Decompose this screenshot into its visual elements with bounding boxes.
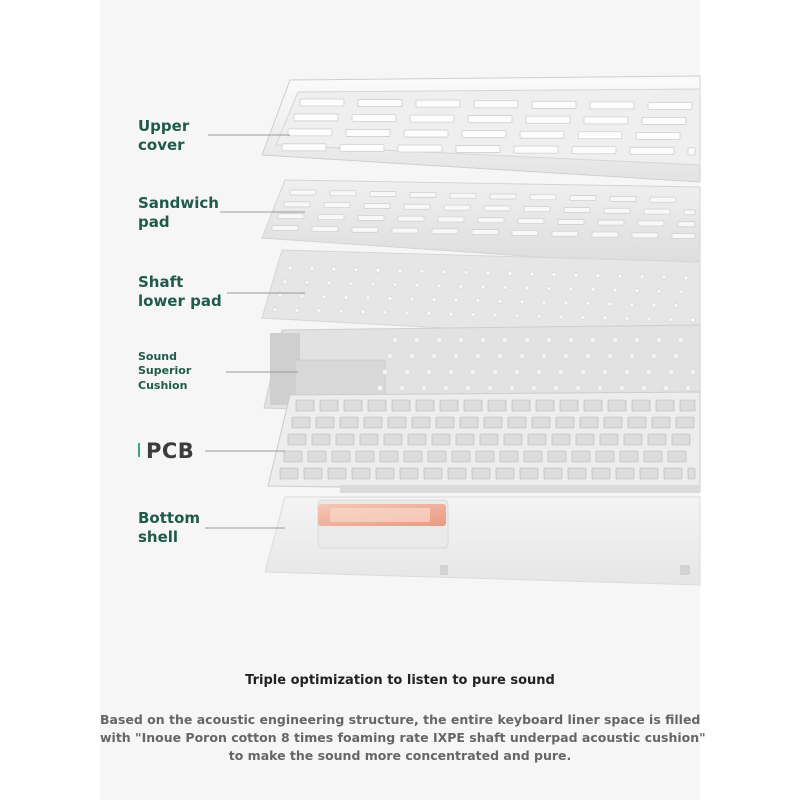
description-line: with "Inoue Poron cotton 8 times foaming rate IXPE shaft underpad acoustic cushion" — [100, 730, 706, 745]
label-upper-cover: Upper cover — [138, 117, 190, 154]
headline: Triple optimization to listen to pure sound — [245, 673, 555, 688]
description-line: Based on the acoustic engineering structure, the entire keyboard liner space is filled — [100, 712, 701, 727]
description — [100, 711, 706, 765]
description-line: to make the sound more concentrated and pure. — [228, 748, 572, 763]
label-bottom-shell: Bottom shell — [138, 509, 201, 546]
label-pcb: PCB — [138, 438, 194, 464]
upper-cover-layer — [262, 76, 700, 182]
bottom-shell-layer — [265, 497, 700, 585]
label-shaft-lower-pad: Shaft lower pad — [138, 273, 222, 310]
pcb-accent-mark — [138, 443, 140, 457]
label-sound-cushion: Sound Superior Cushion — [138, 350, 192, 392]
pcb-layer — [268, 392, 700, 493]
label-sandwich-pad: Sandwich pad — [138, 194, 219, 231]
